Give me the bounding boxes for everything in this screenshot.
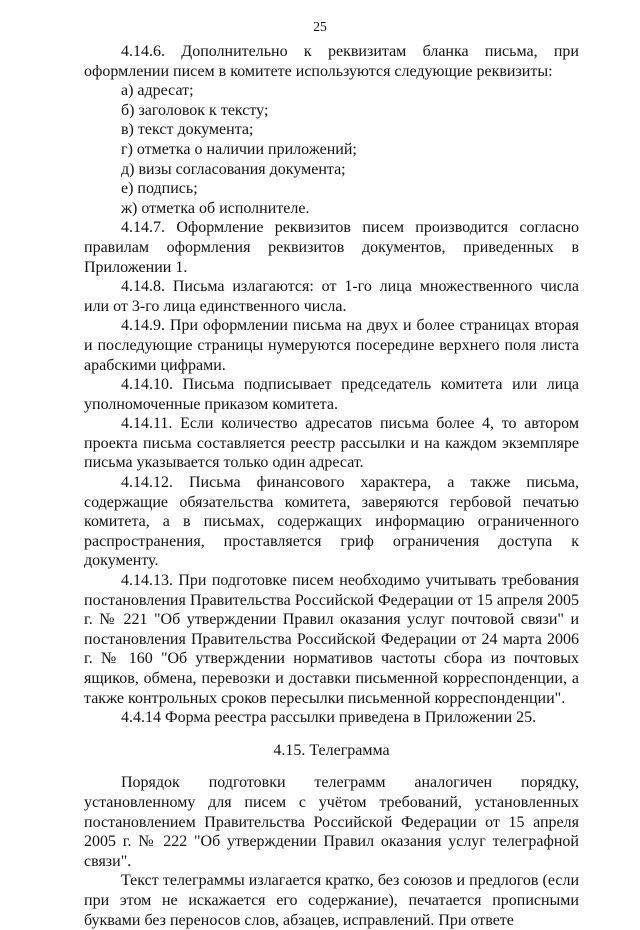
list-item: б) заголовок к тексту; [121,101,269,119]
requisites-list [84,81,579,218]
paragraph-4-14-10: 4.14.10. Письма подписывает председатель комитета или лица уполномоченные приказом комитета. [84,376,579,413]
list-item: а) адресат; [121,82,194,100]
list-item: д) визы согласования документа; [121,160,346,178]
paragraph-telegram-text: Текст телеграммы излагается кратко, без союзов и предлогов (если при этом не искажается его содержание), печатается прописными буквами без переносов слов, абзацев, исправлений. При ответе [84,872,579,929]
paragraph-4-14-9: 4.14.9. При оформлении письма на двух и более страницах вторая и последующие страницы нумеруются посередине верхнего поля листа арабскими цифрами. [84,317,579,374]
page-number: 25 [313,19,327,34]
paragraph-telegram-procedure: Порядок подготовки телеграмм аналогичен порядку, установленному для писем с учётом требований, установленных постановлением Правительства Российской Федерации от 15 апреля 2005 г. № 222 "Об утверждении Правил оказания услуг телеграфной связи". [84,774,579,870]
list-item: ж) отметка об исполнителе. [121,199,310,217]
paragraph-4-14-13: 4.14.13. При подготовке писем необходимо учитывать требования постановления Правительства Российской Федерации от 15 апреля 2005 г. № 221 "Об утверждении Правил оказания услуг почтовой связи" и постановления Правительства Российской Федерации от 24 марта 2006 г. № 160 "Об утверждении нормативов частоты сбора из почтовых ящиков, обмена, перевозки и доставки письменной корреспонденции, а также контрольных сроков пересылки письменной корреспонденции". [84,572,579,707]
paragraph-4-14-8: 4.14.8. Письма излагаются: от 1-го лица множественного числа или от 3-го лица единственного числа. [84,278,579,315]
paragraph-4-14-11: 4.14.11. Если количество адресатов письма более 4, то автором проекта письма составляется реестр рассылки и на каждом экземпляре письма указывается только один адресат. [84,415,579,472]
list-item: в) текст документа; [121,121,254,139]
list-item: г) отметка о наличии приложений; [121,140,357,158]
paragraph-4-4-14: 4.4.14 Форма реестра рассылки приведена в Приложении 25. [121,709,537,727]
paragraph-4-14-12: 4.14.12. Письма финансового характера, а также письма, содержащие обязательства комитета, заверяются гербовой печатью комитета, а в письмах, содержащих информацию ограниченного распространения, проставляется гриф ограничения доступа к документу. [84,474,579,570]
document-body [84,42,579,930]
paragraph-4-14-6: 4.14.6. Дополнительно к реквизитам бланка письма, при оформлении писем в комитете используются следующие реквизиты: [84,43,579,80]
list-item: е) подпись; [121,180,198,198]
section-heading-telegram: 4.15. Телеграмма [273,741,390,759]
paragraph-4-14-7: 4.14.7. Оформление реквизитов писем производится согласно правилам оформления реквизитов документов, приведенных в Приложении 1. [84,219,579,276]
